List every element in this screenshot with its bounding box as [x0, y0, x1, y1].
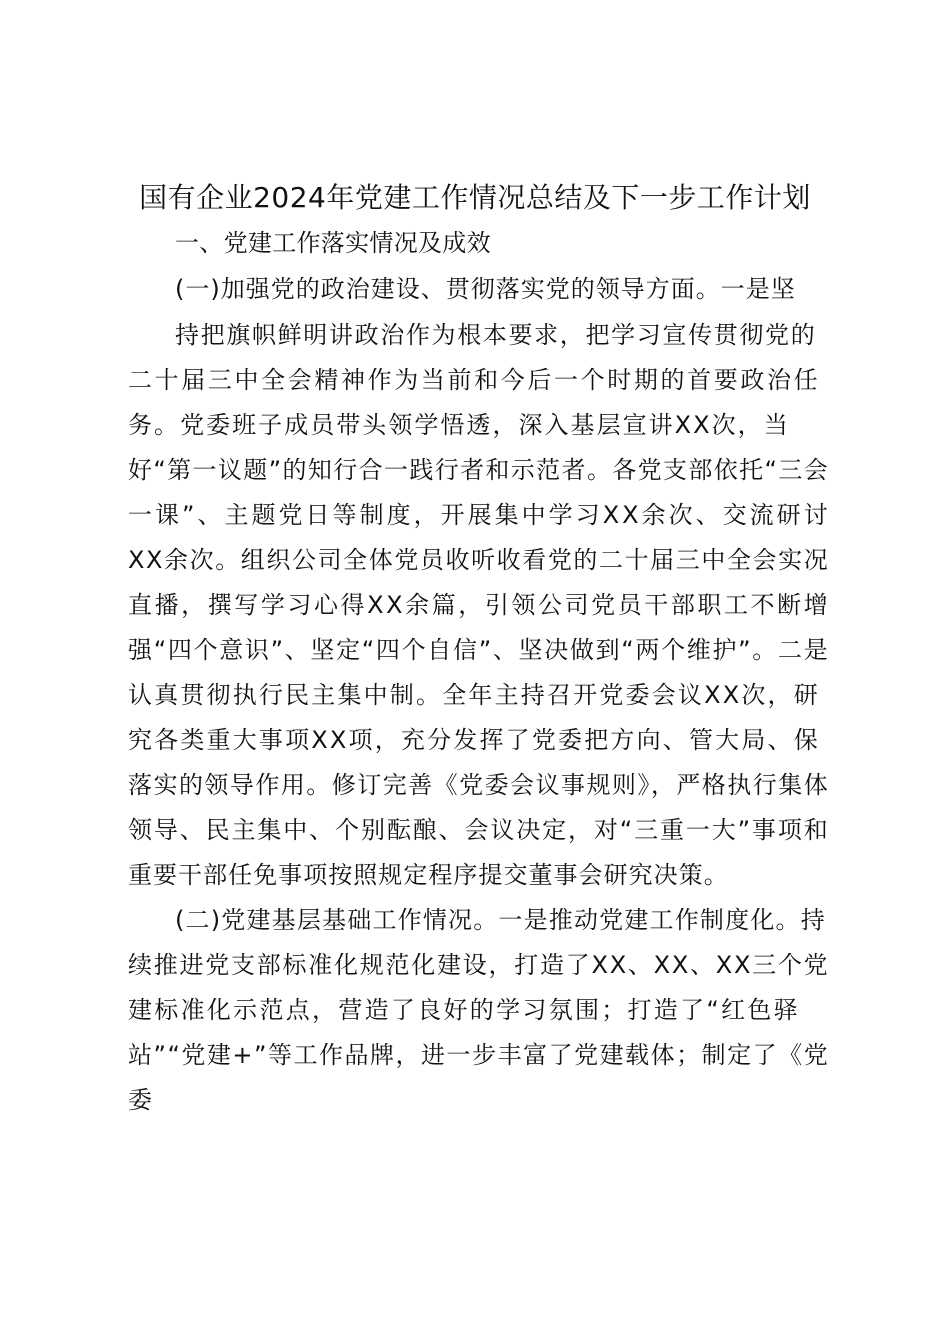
paragraph-line: 强“四个意识”、坚定“四个自信”、坚决做到“两个维护”。二是 [128, 636, 830, 664]
paragraph-line: 二十届三中全会精神作为当前和今后一个时期的首要政治任 [128, 366, 821, 394]
document-title: 国有企业2024年党建工作情况总结及下一步工作计划 [139, 181, 811, 214]
paragraph-line: 续推进党支部标准化规范化建设，打造了XX、XX、XX三个党 [128, 951, 830, 979]
paragraph-line: 好“第一议题”的知行合一践行者和示范者。各党支部依托“三会 [128, 456, 830, 484]
section-heading: 一、党建工作落实情况及成效 [175, 229, 491, 257]
paragraph-line: 究各类重大事项XX项，充分发挥了党委把方向、管大局、保 [128, 726, 820, 754]
paragraph-line: (二)党建基层基础工作情况。一是推动党建工作制度化。持 [175, 906, 826, 934]
paragraph-line: XX余次。组织公司全体党员收听收看党的二十届三中全会实况 [128, 546, 830, 574]
paragraph-line: 领导、民主集中、个别酝酿、会议决定，对“三重一大”事项和 [128, 816, 830, 844]
paragraph-line: 站”“党建+”等工作品牌，进一步丰富了党建载体；制定了《党 [128, 1041, 830, 1069]
paragraph-line: 落实的领导作用。修订完善《党委会议事规则》，严格执行集体 [128, 771, 830, 799]
paragraph-line: 务。党委班子成员带头领学悟透，深入基层宣讲XX次，当 [128, 411, 790, 439]
paragraph-line: 重要干部任免事项按照规定程序提交董事会研究决策。 [128, 861, 729, 889]
paragraph-line: 委 [128, 1086, 153, 1114]
paragraph-line: 直播，撰写学习心得XX余篇，引领公司党员干部职工不断增 [128, 591, 831, 619]
paragraph-line: 一课”、主题党日等制度，开展集中学习XX余次、交流研讨 [128, 501, 831, 529]
paragraph-line: 认真贯彻执行民主集中制。全年主持召开党委会议XX次，研 [128, 681, 820, 709]
paragraph-line: (一)加强党的政治建设、贯彻落实党的领导方面。一是坚 [175, 275, 796, 303]
paragraph-line: 持把旗帜鲜明讲政治作为根本要求，把学习宣传贯彻党的 [175, 321, 817, 349]
paragraph-line: 建标准化示范点，营造了良好的学习氛围；打造了“红色驿 [128, 996, 800, 1024]
